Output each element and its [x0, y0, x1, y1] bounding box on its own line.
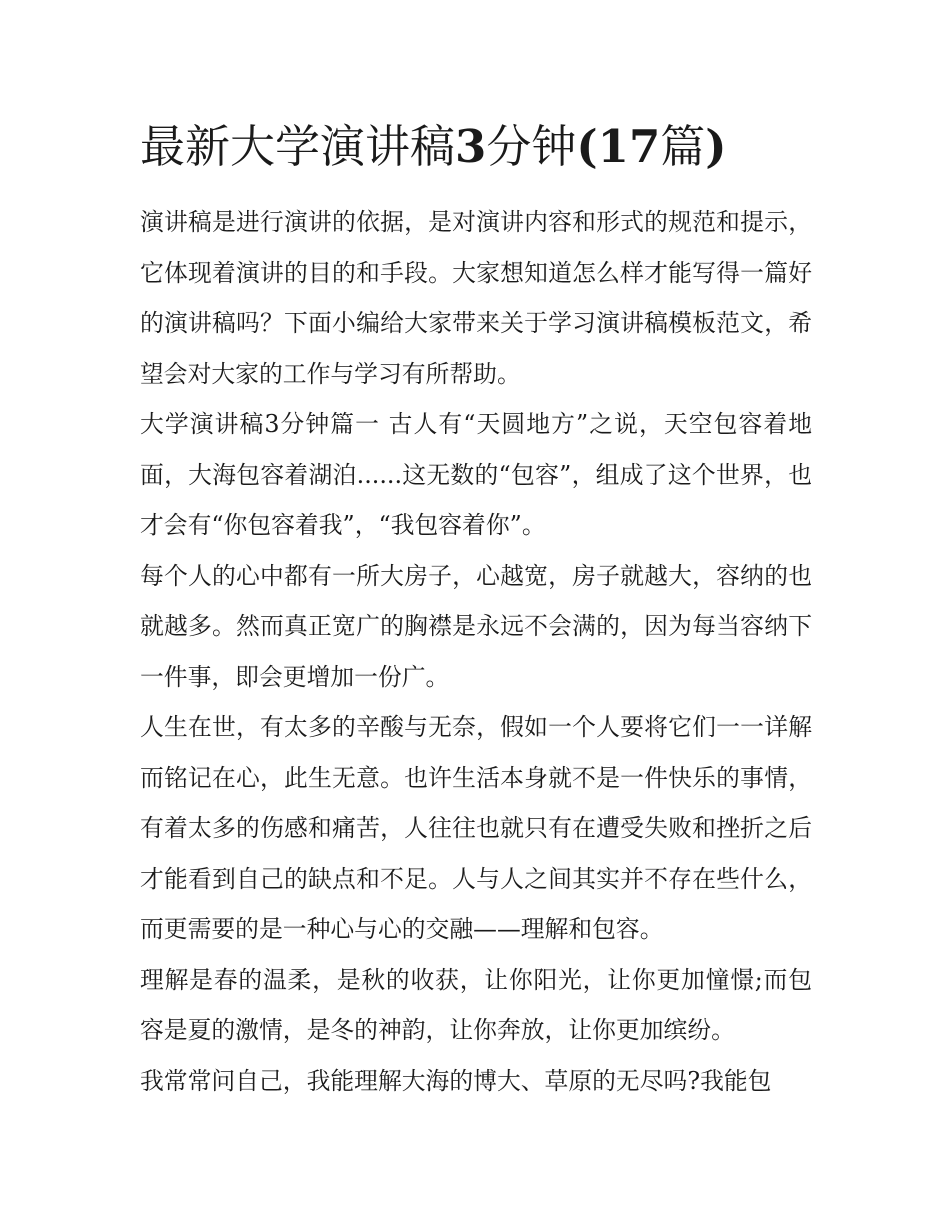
title-text-3: 篇	[660, 120, 706, 173]
document-title	[140, 112, 830, 182]
document-body	[140, 197, 812, 1106]
paragraph-intro: 演讲稿是进行演讲的依据，是对演讲内容和形式的规范和提示，它体现着演讲的目的和手段。大家想知道怎么样才能写得一篇好的演讲稿吗？下面小编给大家带来关于学习演讲稿模板范文，希望会对大家的工作与学习有所帮助。	[140, 208, 812, 388]
title-text-1: 最新大学演讲稿	[140, 120, 456, 173]
title-number-3: 3	[455, 120, 487, 173]
paragraph-2: 每个人的心中都有一所大房子，心越宽，房子就越大，容纳的也就越多。然而真正宽广的胸襟是永远不会满的，因为每当容纳下一件事，即会更增加一份广。	[140, 561, 812, 691]
paragraph-4: 理解是春的温柔，是秋的收获，让你阳光，让你更加憧憬;而包容是夏的激情，是冬的神韵，让你奔放，让你更加缤纷。	[140, 965, 812, 1044]
title-count: (17	[576, 120, 661, 173]
paragraph-5: 我常常问自己，我能理解大海的博大、草原的无尽吗?我能包	[140, 1066, 772, 1095]
paragraph-1: 大学演讲稿3分钟篇一 古人有“天圆地方”之说，天空包容着地面，大海包容着湖泊......这无数的“包容”，组成了这个世界，也才会有“你包容着我”，“我包容着你”。	[140, 410, 812, 539]
title-text-2: 分钟	[486, 120, 577, 173]
paragraph-3: 人生在世，有太多的辛酸与无奈，假如一个人要将它们一一详解而铭记在心，此生无意。也许生活本身就不是一件快乐的事情，有着太多的伤感和痛苦，人往往也就只有在遭受失败和挫折之后才能看到自己的缺点和不足。人与人之间其实并不存在些什么，而更需要的是一种心与心的交融——理解和包容。	[140, 713, 812, 943]
title-close-paren: )	[705, 120, 727, 173]
